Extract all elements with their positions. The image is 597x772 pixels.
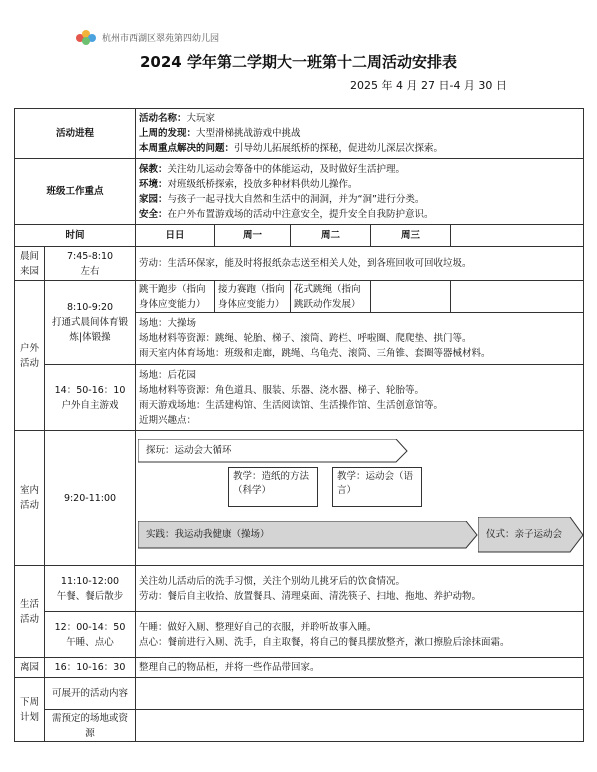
next-week-row-2 xyxy=(15,710,584,742)
date-range: 2025 年 4 月 27 日-4 月 30 日 xyxy=(350,79,507,92)
day-tue-header: 周二 xyxy=(291,225,371,247)
time-header: 时间 xyxy=(15,225,136,247)
arrival-label: 晨间来园 xyxy=(15,247,45,281)
leave-content: 整理自己的物品柜，并将一些作品带回家。 xyxy=(136,658,584,678)
focus-item: 安全：在户外布置游戏场的活动中注意安全，提升安全自我防护意识。 xyxy=(139,208,434,220)
day-wed-header: 周三 xyxy=(371,225,451,247)
activity-progress-label: 活动进程 xyxy=(15,109,136,159)
arrival-row xyxy=(15,247,584,281)
outdoor-morning-time: 8:10-9:20 打通式晨间体育锻炼|体锻操 xyxy=(45,281,136,365)
teach-language-box: 教学：运动会（语言） xyxy=(332,467,422,507)
school-name: 杭州市西湖区翠苑第四幼儿园 xyxy=(102,33,220,44)
school-header xyxy=(76,30,219,44)
schedule-table xyxy=(14,108,584,742)
outdoor-sun-cell: 跳干跑步（指向身体应变能力） xyxy=(136,281,215,313)
arrival-content: 劳动：生活环保家，能及时将报纸杂志送至相关人处，到各班回收可回收垃圾。 xyxy=(136,247,584,281)
focus-item: 环境：对班级纸桥探索，投放多种材料供幼儿操作。 xyxy=(139,178,358,190)
day-mon-header: 周一 xyxy=(215,225,291,247)
teach-science-box: 教学：造纸的方法（科学） xyxy=(228,467,318,507)
next-week-resources: 需预定的场地或资源 xyxy=(45,710,136,742)
class-focus-label: 班级工作重点 xyxy=(15,159,136,225)
leave-label: 离园 xyxy=(15,658,45,678)
next-week-label: 下周计划 xyxy=(15,678,45,742)
outdoor-afternoon-venue: 场地：后花园 场地材料等资源：角色道具、服装、乐器、浇水器、梯子、轮胎等。 雨天游戏场地：生活建构馆、生活阅读馆、生活操作馆、生活创意馆等。 近期兴趣点： xyxy=(136,365,584,431)
practice-arrow: 实践：我运动我健康（操场） xyxy=(138,521,478,549)
school-logo-icon xyxy=(76,30,98,44)
arrival-time: 7:45-8:10 左右 xyxy=(45,247,136,281)
leave-time: 16：10-16：30 xyxy=(45,658,136,678)
ceremony-arrow: 仪式：亲子运动会 xyxy=(478,517,584,553)
leave-row xyxy=(15,658,584,678)
class-focus-row xyxy=(15,159,584,225)
life-noon-row xyxy=(15,566,584,612)
outdoor-mon-cell: 接力赛跑（指向身体应变能力） xyxy=(215,281,291,313)
class-focus-content xyxy=(136,159,584,225)
indoor-label: 室内活动 xyxy=(15,431,45,566)
life-nap-row xyxy=(15,612,584,658)
life-noon-content: 关注幼儿活动后的洗手习惯，关注个别幼儿挑牙后的饮食情况。 劳动：餐后自主收拾、放置餐具、清理桌面、清洗筷子、扫地、拖地、养护动物。 xyxy=(136,566,584,612)
indoor-time: 9:20-11:00 xyxy=(45,431,136,566)
next-week-activities: 可展开的活动内容 xyxy=(45,678,136,710)
days-header-row xyxy=(15,225,584,247)
indoor-flow xyxy=(136,431,584,566)
activity-progress-content: 活动名称：大玩家 上周的发现：大型滑梯挑战游戏中挑战 本周重点解决的问题：引导幼儿拓展纸桥的探秘，促进幼儿深层次探索。 xyxy=(136,109,584,159)
focus-item: 家园：与孩子一起寻找大自然和生活中的洞洞，并为“洞”进行分类。 xyxy=(139,193,425,205)
activity-progress-row xyxy=(15,109,584,159)
focus-item: 保教：关注幼儿运动会筹备中的体能运动，及时做好生活护理。 xyxy=(139,163,406,175)
next-week-row-1 xyxy=(15,678,584,710)
outdoor-tue-cell: 花式跳绳（指向跳跃动作发展） xyxy=(291,281,371,313)
page-title: 2024 学年第二学期大一班第十二周活动安排表 xyxy=(140,53,457,71)
indoor-row xyxy=(15,431,584,566)
outdoor-morning-venue: 场地：大操场 场地材料等资源：跳绳、轮胎、梯子、滚筒、跨栏、呼啦圈、爬爬垫、拱门等。 雨天室内体育场地：班级和走廊，跳绳、乌龟壳、滚筒、三角锥、套圈等器械材料。 xyxy=(136,313,584,365)
life-nap-time: 12：00-14：50 午睡、点心 xyxy=(45,612,136,658)
life-label: 生活活动 xyxy=(15,566,45,658)
outdoor-afternoon-time: 14：50-16：10 户外自主游戏 xyxy=(45,365,136,431)
play-arrow: 探玩：运动会大循环 xyxy=(138,439,408,463)
day-sun-header: 日日 xyxy=(136,225,215,247)
outdoor-morning-row xyxy=(15,281,584,313)
outdoor-label: 户外活动 xyxy=(15,281,45,431)
life-noon-time: 11:10-12:00 午餐、餐后散步 xyxy=(45,566,136,612)
life-nap-content: 午睡：做好入厕、整理好自己的衣服，并聆听故事入睡。 点心：餐前进行入厕、洗手，自主取餐，将自己的餐具摆放整齐，漱口擦脸后涂抹面霜。 xyxy=(136,612,584,658)
outdoor-afternoon-row xyxy=(15,365,584,431)
